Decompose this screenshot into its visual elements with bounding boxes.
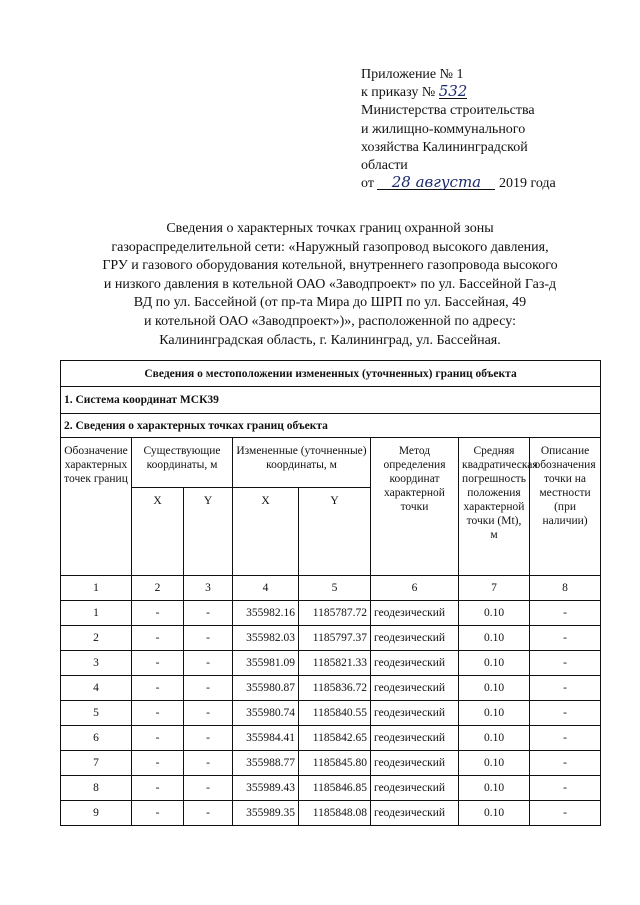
title-line: ГРУ и газового оборудования котельной, внутреннего газопровода высокого: [102, 258, 558, 274]
header-description: Описание обозначения точки на местности (при наличии): [530, 438, 601, 576]
point-number: 6: [61, 726, 132, 751]
date-suffix: 2019 года: [498, 176, 556, 192]
description: -: [530, 601, 601, 626]
existing-y: -: [184, 751, 233, 776]
column-number: 6: [371, 576, 459, 601]
error-value: 0.10: [459, 776, 530, 801]
existing-y: -: [184, 726, 233, 751]
method: геодезический: [371, 726, 459, 751]
description: -: [530, 751, 601, 776]
changed-y: 1185797.37: [299, 626, 371, 651]
existing-x: -: [132, 776, 184, 801]
order-line: [361, 84, 621, 102]
method: геодезический: [371, 651, 459, 676]
subheader-existing-x: X: [132, 488, 184, 576]
subheader-existing-y: Y: [184, 488, 233, 576]
error-value: 0.10: [459, 751, 530, 776]
existing-y: -: [184, 601, 233, 626]
header-changed-coordinates: Измененные (уточненные) координаты, м: [233, 438, 371, 488]
changed-x: 355980.74: [233, 701, 299, 726]
appendix-block: [361, 66, 621, 193]
title-line: и котельной ОАО «Заводпроект»)», расположенной по адресу:: [144, 313, 516, 329]
table-row: [61, 601, 601, 626]
point-number: 5: [61, 701, 132, 726]
table-row: [61, 776, 601, 801]
header-method: Метод определения координат характерной точки: [371, 438, 459, 576]
changed-y: 1185845.80: [299, 751, 371, 776]
header-error: Средняя квадратическая погрешность положения характерной точки (Mt), м: [459, 438, 530, 576]
date-line: [361, 175, 621, 193]
column-number: 7: [459, 576, 530, 601]
existing-y: -: [184, 801, 233, 826]
coordinate-system-row: 1. Система координат МСК39: [61, 387, 601, 414]
order-prefix: к приказу №: [361, 85, 436, 101]
method: геодезический: [371, 601, 459, 626]
changed-x: 355988.77: [233, 751, 299, 776]
date-handwritten: 28 августа: [377, 175, 495, 190]
table-row: [61, 651, 601, 676]
column-numbers-row: [61, 576, 601, 601]
coordinates-table: [60, 360, 601, 826]
error-value: 0.10: [459, 801, 530, 826]
column-number: 2: [132, 576, 184, 601]
existing-x: -: [132, 651, 184, 676]
column-number: 5: [299, 576, 371, 601]
title-line: Сведения о характерных точках границ охранной зоны: [166, 221, 494, 236]
point-number: 1: [61, 601, 132, 626]
subheader-changed-x: X: [233, 488, 299, 576]
error-value: 0.10: [459, 726, 530, 751]
title-line: Калининградская область, г. Калининград, ул. Бассейная.: [159, 332, 501, 348]
table-row: [61, 626, 601, 651]
point-number: 2: [61, 626, 132, 651]
method: геодезический: [371, 701, 459, 726]
table-row: [61, 751, 601, 776]
column-number: 3: [184, 576, 233, 601]
method: геодезический: [371, 751, 459, 776]
method: геодезический: [371, 801, 459, 826]
existing-x: -: [132, 601, 184, 626]
table-row: [61, 726, 601, 751]
point-number: 4: [61, 676, 132, 701]
changed-y: 1185821.33: [299, 651, 371, 676]
appendix-title: Приложение № 1: [361, 67, 464, 82]
existing-y: -: [184, 626, 233, 651]
changed-x: 355982.03: [233, 626, 299, 651]
changed-y: 1185842.65: [299, 726, 371, 751]
table-row: [61, 701, 601, 726]
point-number: 8: [61, 776, 132, 801]
header-existing-coordinates: Существующие координаты, м: [132, 438, 233, 488]
date-prefix: от: [361, 176, 374, 192]
points-rows: [61, 601, 601, 826]
description: -: [530, 776, 601, 801]
changed-x: 355981.09: [233, 651, 299, 676]
table-row: [61, 676, 601, 701]
ministry-line-3: хозяйства Калининградской: [361, 139, 528, 155]
title-line: и низкого давления в котельной ОАО «Заводпроект» по ул. Бассейной Газ-д: [103, 276, 557, 292]
order-number: 532: [438, 82, 468, 101]
changed-x: 355982.16: [233, 601, 299, 626]
method: геодезический: [371, 626, 459, 651]
point-number: 3: [61, 651, 132, 676]
ministry-line-1: Министерства строительства: [361, 103, 535, 119]
subheader-changed-y: Y: [299, 488, 371, 576]
description: -: [530, 626, 601, 651]
changed-y: 1185840.55: [299, 701, 371, 726]
changed-y: 1185836.72: [299, 676, 371, 701]
table-main-header: Сведения о местоположении измененных (уточненных) границ объекта: [61, 361, 601, 387]
method: геодезический: [371, 776, 459, 801]
header-point-designation: Обозначение характерных точек границ: [61, 438, 132, 576]
existing-x: -: [132, 701, 184, 726]
error-value: 0.10: [459, 626, 530, 651]
table-row: [61, 801, 601, 826]
description: -: [530, 651, 601, 676]
description: -: [530, 701, 601, 726]
description: -: [530, 676, 601, 701]
existing-y: -: [184, 676, 233, 701]
points-section-row: 2. Сведения о характерных точках границ объекта: [61, 414, 601, 438]
existing-y: -: [184, 651, 233, 676]
error-value: 0.10: [459, 651, 530, 676]
method: геодезический: [371, 676, 459, 701]
changed-x: 355989.43: [233, 776, 299, 801]
changed-x: 355984.41: [233, 726, 299, 751]
point-number: 9: [61, 801, 132, 826]
description: -: [530, 801, 601, 826]
existing-x: -: [132, 726, 184, 751]
description: -: [530, 726, 601, 751]
error-value: 0.10: [459, 701, 530, 726]
changed-x: 355980.87: [233, 676, 299, 701]
changed-y: 1185846.85: [299, 776, 371, 801]
existing-x: -: [132, 801, 184, 826]
column-number: 8: [530, 576, 601, 601]
existing-x: -: [132, 751, 184, 776]
existing-x: -: [132, 676, 184, 701]
changed-y: 1185848.08: [299, 801, 371, 826]
point-number: 7: [61, 751, 132, 776]
existing-x: -: [132, 626, 184, 651]
changed-y: 1185787.72: [299, 601, 371, 626]
ministry-line-2: и жилищно-коммунального: [361, 121, 526, 137]
title-line: газораспределительной сети: «Наружный газопровод высокого давления,: [111, 239, 549, 255]
column-number: 1: [61, 576, 132, 601]
ministry-line-4: области: [361, 158, 408, 174]
document-title: [40, 220, 620, 350]
title-line: ВД по ул. Бассейной (от пр-та Мира до ШРП по ул. Бассейная, 49: [133, 295, 527, 311]
column-number: 4: [233, 576, 299, 601]
existing-y: -: [184, 701, 233, 726]
existing-y: -: [184, 776, 233, 801]
error-value: 0.10: [459, 601, 530, 626]
error-value: 0.10: [459, 676, 530, 701]
changed-x: 355989.35: [233, 801, 299, 826]
